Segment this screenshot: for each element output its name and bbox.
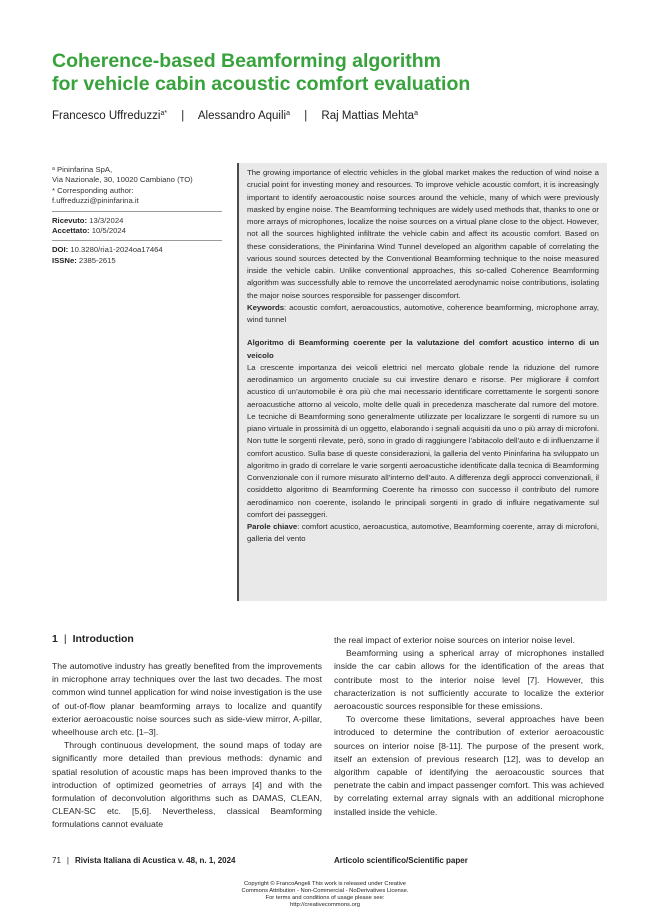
section-separator: | <box>63 633 67 645</box>
author-affiliation-mark: a <box>414 110 418 117</box>
paragraph: Through continuous development, the sound maps of today are significantly more detailed than previous methods: dynamic and spatial resolution of acoustic maps has been improved thanks to the introduction of optimized geometries of arrays [4] and with the formulation of deconvolution algorithms such as DAMAS, CLEAN, CLEAN-SC etc. [5,6]. Nevertheless, classical Beamforming formulations cannot evaluate <box>52 740 322 830</box>
section-heading-introduction <box>52 633 134 645</box>
paragraph: The automotive industry has greatly benefited from the improvements in microphone array techniques over the last two decades. The most common wind tunnel application for wind noise investigation is the use of out-of-flow planar beamforming arrays to localize and quantify exterior aeroacoustic noise sources such as side-view mirror, A-pillar, wheelhouse arch etc. [1–3]. <box>52 661 322 738</box>
article-metadata <box>52 165 222 266</box>
author-separator: | <box>304 110 308 122</box>
doi <box>52 245 222 255</box>
paper-title-line-2: for vehicle cabin acoustic comfort evaluation <box>52 73 471 95</box>
accepted-date <box>52 226 222 236</box>
accepted-label: Accettato: <box>52 226 90 236</box>
affiliation-address: Via Nazionale, 30, 10020 Cambiano (TO) <box>52 175 193 185</box>
paper-title <box>52 50 612 96</box>
keywords-list: : acoustic comfort, aeroacoustics, automotive, coherence beamforming, microphone array, wind tunnel <box>247 302 599 324</box>
received-label: Ricevuto: <box>52 215 88 225</box>
author-name: Alessandro Aquili <box>197 110 287 122</box>
issn-label: ISSNe: <box>52 255 77 265</box>
copyright-line: For terms and conditions of usage please see: <box>265 895 385 901</box>
abstract-italian: La crescente importanza dei veicoli elettrici nel mercato globale rende la riduzione del rumore aerodinamico un argomento cruciale su cui investire denaro e risorse. Per migliorare il comfort acustico di un’automobile è ora più che mai necessario identificare correttamente le sorgenti sonore aeroacustiche attorno al veicolo, molte delle quali in precedenza mascherate dal rumore del motore. Le tecniche di Beamforming sono generalmente utilizzate per localizzare le sorgenti di rumore su un piano virtuale in prossimità di un oggetto, elaborando i segnali acquisiti da uno o più array di microfoni. Non tutte le sorgenti rilevate, però, sono in grado di raggiungere l’abitacolo dell’auto e di influenzarne il comfort acustico. Sulla base di queste considerazioni, la galleria del vento Pininfarina ha sviluppato un algoritmo in grado di correlare le varie sorgenti aeroacustiche identificate dalla tecnica di Beamforming Convenzionale con il rumore misurato all’interno dell’auto. A differenza degli approcci convenzionali, il cosiddetto algoritmo di Beamforming Coerente ha rimosso con successo il contributo del rumore aerodinamico non coerente, isolando le principali sorgenti in grado di influire negativamente sul comfort dei passeggeri. <box>247 362 599 519</box>
body-column-left <box>52 660 322 832</box>
copyright-line: Copyright © FrancoAngeli This work is released under Creative <box>243 881 407 887</box>
body-column-right <box>334 634 604 819</box>
keywords-english <box>247 302 599 327</box>
author-name: Raj Mattias Mehta <box>321 110 415 122</box>
paragraph: To overcome these limitations, several approaches have been introduced to determine the contribution of exterior aeroacoustic sources on interior noise [8-11]. The purpose of the present work, itself an extension of previous research [12], was to develop an algorithm capable of identifying the aeroacoustic sources that penetrate the cabin and impact passenger comfort. This was achieved by correlating external array signals with an additional microphone installed inside the vehicle. <box>334 714 604 817</box>
metadata-divider <box>52 240 222 241</box>
doi-label: DOI: <box>52 245 69 255</box>
received-date <box>52 216 222 226</box>
paragraph: Beamforming using a spherical array of microphones installed inside the car cabin allows for the identification of the areas that contribute most to the interior noise level [7]. However, this characterization is not sufficiently accurate to localize the exterior aeroacoustic sources responsible for these emissions. <box>334 648 604 712</box>
footer-separator: | <box>66 856 69 865</box>
abstract-english: The growing importance of electric vehicles in the global market makes the reduction of wind noise a crucial point for investing money and resources. To improve vehicle acoustic comfort, it is increasingly important to identify aeroacoustic noise sources around the vehicle, many of which were previously masked by engine noise. The Beamforming techniques are widely used methods that, thanks to one or more arrays of microphones, localize the noise sources on a virtual plane close to the object. However, not all the sources highlighted infiltrate the vehicle cabin and affect its acoustic comfort. Based on these considerations, the Pininfarina Wind Tunnel developed an algorithm capable of correlating the various sound sources detected by the Conventional Beamforming technique to the noise measured inside the vehicle cabin. Unlike conventional approaches, this so-called Coherence Beamforming algorithm was successfully able to remove the uncorrelated aerodynamic noise contributions, isolating the major noise sources responsible for passenger discomfort. <box>247 168 599 300</box>
metadata-divider <box>52 211 222 212</box>
section-title: Introduction <box>72 633 134 645</box>
issn-value: 2385-2615 <box>78 255 116 265</box>
page-footer <box>52 856 236 865</box>
parole-chiave-list: : comfort acustico, aeroacustica, automotive, Beamforming coerente, array di microfoni, galleria del vento <box>247 522 599 544</box>
copyright-line: Commons Attribution - Non-Commercial - NoDerivatives License. <box>241 888 409 894</box>
author-affiliation-mark: a <box>286 110 290 117</box>
author-affiliation-mark: a* <box>160 110 168 117</box>
doi-value[interactable]: 10.3280/ria1-2024oa17464 <box>70 245 163 255</box>
corresponding-author-email[interactable]: f.uffreduzzi@pininfarina.it <box>52 196 139 206</box>
abstract-box <box>237 163 607 601</box>
article-type: Articolo scientifico/Scientific paper <box>334 856 468 865</box>
section-number: 1 <box>52 633 58 645</box>
paper-title-line-1: Coherence-based Beamforming algorithm <box>52 50 441 72</box>
paragraph: the real impact of exterior noise sources on interior noise level. <box>334 635 575 645</box>
received-value: 13/3/2024 <box>89 215 124 225</box>
copyright-notice <box>0 881 650 909</box>
issn <box>52 256 222 266</box>
parole-chiave-label: Parole chiave <box>247 522 298 531</box>
page-number: 71 <box>52 856 61 865</box>
journal-name: Rivista Italiana di Acustica v. 48, n. 1, 2024 <box>74 856 236 865</box>
keywords-label: Keywords <box>247 302 285 312</box>
license-link[interactable]: http://creativecommons.org <box>290 902 360 908</box>
corresponding-author-label: * Corresponding author: <box>52 185 134 195</box>
italian-title: Algoritmo di Beamforming coerente per la valutazione del comfort acustico interno di un veicolo <box>247 338 599 360</box>
author-list <box>52 110 418 122</box>
accepted-value: 10/5/2024 <box>91 226 126 236</box>
author-name: Francesco Uffreduzzi <box>52 110 161 122</box>
author-separator: | <box>181 110 185 122</box>
keywords-italian <box>247 521 599 546</box>
affiliation-line: ᵃ Pininfarina SpA, <box>52 165 113 174</box>
